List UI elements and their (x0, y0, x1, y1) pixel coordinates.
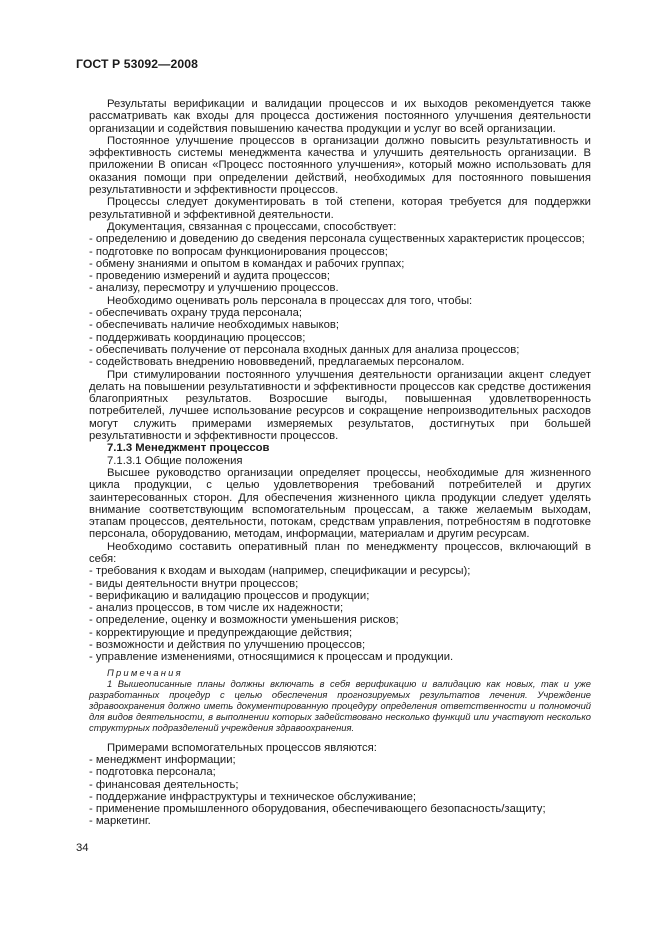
note-text: 1 Вышеописанные планы должны включать в себя верификацию и валидацию как новых, так и уже разработанных процедур с целью обеспечения прогнозируемых результатов лечения. Учреждение здравоохранения должно иметь документированную процедуру определения ответственности и полномочий для видов деятельности, в выполнении которых задействовано несколько функций или участвуют несколько структурных подразделений учреждения здравоохранения. (89, 677, 591, 733)
notes-title: Примечания (107, 666, 183, 678)
list-item: - определению и доведению до сведения персонала существенных характеристик процессов; (89, 233, 585, 246)
list-item: - управление изменениями, относящимися к процессам и продукции. (89, 651, 454, 664)
list-item: - обеспечивать охрану труда персонала; (89, 307, 303, 320)
list-item: - требования к входам и выходам (например, спецификации и ресурсы); (89, 565, 471, 578)
paragraph: Примерами вспомогательных процессов являются: (107, 741, 377, 754)
list-item: - подготовке по вопросам функционирования процессов; (89, 245, 388, 258)
list-item: - обеспечивать наличие необходимых навыков; (89, 319, 339, 332)
paragraph: Постоянное улучшение процессов в организации должно повысить результативность и эффективность системы менеджмента качества и улучшить деятельность организации. В приложении В описан «Процесс постоянного улучшения», который можно использовать для оказания помощи при определении действий, необходимых для постоянного повышения результативности и эффективности процессов. (89, 134, 591, 197)
list-item: - применение промышленного оборудования, обеспечивающего безопасность/защиту; (89, 803, 546, 816)
list-item: - проведению измерений и аудита процессов; (89, 270, 331, 283)
paragraph: Высшее руководство организации определяет процессы, необходимые для жизненного цикла продукции, с целью удовлетворения требований потребителей и других заинтересованных сторон. Для обеспечения жизненного цикла продукции следует уделять внимание соответствующим вспомогательным процессам, а также желаемым выходам, этапам процессов, деятельности, потокам, средствам управления, потребностям в подготовке персонала, оборудованию, методам, информации, материалам и другим ресурсам. (89, 466, 591, 541)
list-item: - подготовка персонала; (89, 766, 216, 779)
document-body (89, 98, 591, 828)
standard-header: ГОСТ Р 53092—2008 (76, 57, 198, 71)
paragraph: Необходимо составить оперативный план по менеджменту процессов, включающий в себя: (89, 540, 591, 565)
list-item: - определение, оценку и возможности уменьшения рисков; (89, 614, 399, 627)
paragraph: Результаты верификации и валидации процессов и их выходов рекомендуется также рассматривать как входы для процесса достижения постоянного улучшения деятельности организации и содействия повышению качества продукции и услуг во всей организации. (89, 98, 591, 135)
list-item: - возможности и действия по улучшению процессов; (89, 639, 366, 652)
subsection-heading: 7.1.3.1 Общие положения (107, 454, 243, 467)
list-item: - поддержание инфраструктуры и техническое обслуживание; (89, 790, 417, 803)
list-item: - корректирующие и предупреждающие действия; (89, 626, 353, 639)
list-item: - анализу, пересмотру и улучшению процессов. (89, 282, 339, 295)
section-heading: 7.1.3 Менеджмент процессов (107, 442, 270, 455)
list-item: - содействовать внедрению нововведений, предлагаемых персоналом. (89, 356, 465, 369)
list-item: - финансовая деятельность; (89, 778, 239, 791)
list-item: - обеспечивать получение от персонала входных данных для анализа процессов; (89, 343, 520, 356)
paragraph: Документация, связанная с процессами, способствует: (107, 220, 397, 233)
notes-block (89, 667, 591, 733)
list-item: - менеджмент информации; (89, 753, 236, 766)
list-item: - обмену знаниями и опытом в командах и рабочих группах; (89, 257, 405, 270)
list-item: - маркетинг. (89, 815, 151, 828)
page-number: 34 (76, 842, 89, 854)
list-item: - виды деятельности внутри процессов; (89, 577, 299, 590)
paragraph: При стимулировании постоянного улучшения деятельности организации акцент следует делать на повышении результативности и эффективности процессов как средстве достижения благоприятных результатов. Возросшие выгоды, повышенная удовлетворенность потребителей, лучшее использование ресурсов и сокращение непроизводительных расходов могут служить примерами измеряемых результатов, достигнутых при большей результативности и эффективности процессов. (89, 368, 591, 443)
paragraph: Процессы следует документировать в той степени, которая требуется для поддержки результативной и эффективной деятельности. (89, 196, 591, 221)
spacer (89, 733, 591, 742)
list-item: - анализ процессов, в том числе их надежности; (89, 602, 344, 615)
list-item: - верификацию и валидацию процессов и продукции; (89, 589, 370, 602)
list-item: - поддерживать координацию процессов; (89, 331, 306, 344)
paragraph: Необходимо оценивать роль персонала в процессах для того, чтобы: (107, 294, 473, 307)
